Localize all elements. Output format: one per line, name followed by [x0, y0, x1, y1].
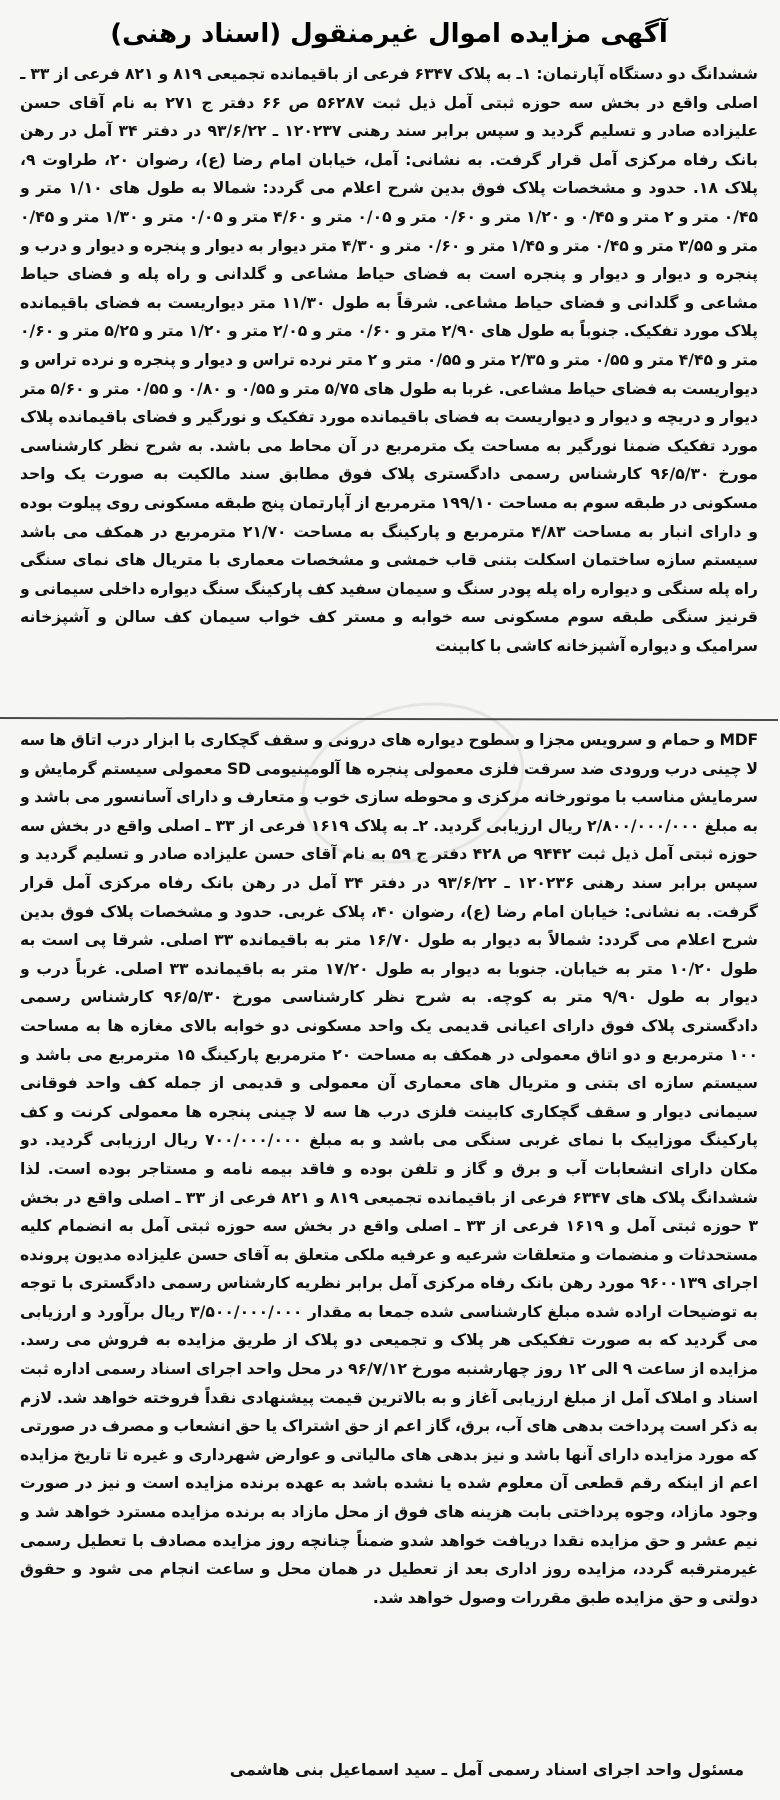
- signature-line: مسئول واحد اجرای اسناد رسمی آمل ـ سید اسماعیل بنی هاشمی: [229, 1760, 744, 1779]
- notice-body-part2: MDF و حمام و سرویس مجزا و سطوح دیواره های درونی و سقف گچکاری با ابزار درب اتاق ها سه لا چینی درب ورودی ضد سرقت فلزی معمولی پنجره ها آلومینیومی SD معمولی سیستم گرمایش و سرمایش مناسب با موتورخانه مرکزی و محوطه سازی خوب و متعارف و دارای آسانسور می باشد و به مبلغ ۲/۸۰۰/۰۰۰/۰۰۰ ریال ارزیابی گردید. ۲ـ به پلاک ۱۶۱۹ فرعی از ۳۳ ـ اصلی واقع در بخش سه حوزه ثبتی آمل ذیل ثبت ۹۴۴۲ ص ۴۲۸ دفتر ج ۵۹ به نام آقای حسن علیزاده صادر و تسلیم گردید و سپس برابر سند رهنی ۱۲۰۲۳۶ ـ ۹۳/۶/۲۲ در دفتر ۳۴ آمل در رهن بانک رفاه مرکزی آمل قرار گرفت. به نشانی: خیابان امام رضا (ع)، رضوان ۴۰، پلاک غربی. حدود و مشخصات پلاک فوق بدین شرح اعلام می گردد: شمالاً به دیوار به طول ۱۶/۷۰ متر به باقیمانده ۳۳ اصلی. شرقا پی است به طول ۱۰/۲۰ متر به خیابان. جنوبا به دیوار به طول ۱۷/۲۰ متر به باقیمانده ۳۳ اصلی. غرباً درب و دیوار به طول ۹/۹۰ متر به کوچه. به شرح نظر کارشناسی مورخ ۹۶/۵/۳۰ کارشناس رسمی دادگستری پلاک فوق دارای اعیانی قدیمی یک واحد مسکونی دو خوابه بالای مغازه ها به مساحت ۱۰۰ مترمربع و دو اتاق معمولی در همکف به مساحت ۲۰ مترمربع پارکینگ ۱۵ مترمربع می باشد و سیستم سازه ای بتنی و متریال های معماری آن معمولی و قدیمی از جمله کف واحد فوقانی سیمانی دیوار و سقف گچکاری کابینت فلزی درب ها سه لا چینی پنجره ها معمولی کرنت و کف پارکینگ موزاییک با نمای غربی سنگی می باشد و به مبلغ ۷۰۰/۰۰۰/۰۰۰ ریال ارزیابی گردید. دو مکان دارای انشعابات آب و برق و گاز و تلفن بوده و فاقد بیمه نامه و مستاجر بوده است. لذا ششدانگ پلاک های ۶۳۴۷ فرعی از باقیمانده تجمیعی ۸۱۹ و ۸۲۱ فرعی از ۳۳ ـ اصلی واقع در بخش ۳ حوزه ثبتی آمل و ۱۶۱۹ فرعی از ۳۳ ـ اصلی واقع در بخش سه حوزه ثبتی آمل به انضمام کلیه مستحدثات و منضمات و متعلقات شرعیه و عرفیه ملکی متعلق به آقای حسن علیزاده مدیون پرونده اجرای ۹۶۰۰۱۳۹ مورد رهن بانک رفاه مرکزی آمل برابر نظریه کارشناس رسمی دادگستری با توجه به توضیحات اراده شده مبلغ کارشناسی شده جمعا به مقدار ۳/۵۰۰/۰۰۰/۰۰۰ ریال برآورد و ارزیابی می گردید که به صورت تفکیکی هر پلاک و تجمیعی دو پلاک از طریق مزایده به فروش می رسد. مزایده از ساعت ۹ الی ۱۲ روز چهارشنبه مورخ ۹۶/۷/۱۲ در محل واحد اجرای اسناد رسمی اداره ثبت اسناد و املاک آمل از مبلغ ارزیابی آغاز و به بالاترین قیمت پیشنهادی نقداً فروخته خواهد شد. لازم به ذکر است پرداخت بدهی های آب، برق، گاز اعم از حق اشتراک یا حق انشعاب و مصرف در صورتی که مورد مزایده دارای آنها باشد و نیز بدهی های مالیاتی و عوارض شهرداری و غیره تا تاریخ مزایده اعم از اینکه رقم قطعی آن معلوم شده یا نشده باشد به عهده برنده مزایده است و نیز در صورت وجود مازاد، وجوه پرداختی بابت هزینه های فوق از محل مازاد به برنده مزایده مسترد خواهد شد و نیم عشر و حق مزایده نقدا دریافت خواهد شدو ضمناً چنانچه روز مزایده مصادف با تعطیل رسمی غیرمترقبه گردد، مزایده روز اداری بعد از تعطیل در همان محل و ساعت انجام می شود و حقوق دولتی و حق مزایده طبق مقررات وصول خواهد شد.: [20, 731, 758, 1607]
- notice-body-part1: ششدانگ دو دستگاه آپارتمان: ۱ـ به پلاک ۶۳۴۷ فرعی از باقیمانده تجمیعی ۸۱۹ و ۸۲۱ فرعی از ۳۳ ـ اصلی واقع در بخش سه حوزه ثبتی آمل ذیل ثبت ۵۶۲۸۷ ص ۶۶ دفتر ج ۲۷۱ به نام آقای حسن علیزاده صادر و تسلیم گردید و سپس برابر سند رهنی ۱۲۰۲۳۷ ـ ۹۳/۶/۲۲ در دفتر ۳۴ آمل در رهن بانک رفاه مرکزی آمل قرار گرفت. به نشانی: آمل، خیابان امام رضا (ع)، رضوان ۲۰، طراوت ۹، پلاک ۱۸. حدود و مشخصات پلاک فوق بدین شرح اعلام می گردد: شمالا به طول های ۱/۱۰ متر و ۰/۴۵ متر و ۲ متر و ۰/۴۵ و ۱/۲۰ متر و ۰/۶۰ متر و ۰/۰۵ متر و ۴/۶۰ متر و ۰/۰۵ متر و ۱/۳۰ متر و ۰/۴۵ متر و ۳/۵۵ متر و ۰/۴۵ متر و ۱/۴۵ متر و ۰/۶۰ متر و ۴/۳۰ متر دیوار به دیوار و پنجره و دیوار و درب و پنجره و دیوار و دیوار و پنجره است به فضای حیاط مشاعی و گلدانی و راه پله و فضای حیاط مشاعی و گلدانی و فضای حیاط مشاعی. شرقاً به طول ۱۱/۳۰ متر دیواریست به فضای باقیمانده پلاک مورد تفکیک. جنوباً به طول های ۲/۹۰ متر و ۰/۶۰ متر و ۲/۰۵ متر و ۱/۲۰ متر و ۵/۲۵ متر و ۰/۶۰ متر و ۴/۴۵ متر و ۰/۵۵ متر و ۲/۳۵ متر و ۰/۵۵ متر و ۲ متر نرده تراس و دیوار و پنجره و نرده تراس و دیواریست به فضای حیاط مشاعی. غربا به طول های ۵/۷۵ متر و ۰/۵۵ و ۰/۸۰ و ۰/۵۵ متر و ۵/۶۰ متر دیوار و دریچه و دیوار و دیواریست به فضای باقیمانده مورد تفکیک و نورگیر و فضای باقیمانده پلاک مورد تفکیک ضمنا نورگیر به مساحت یک مترمربع در آن محاط می باشد. به شرح نظر کارشناسی مورخ ۹۶/۵/۳۰ کارشناس رسمی دادگستری پلاک فوق مطابق سند مالکیت به صورت یک واحد مسکونی در طبقه سوم به مساحت ۱۹۹/۱۰ مترمربع از آپارتمان پنج طبقه مسکونی روی پیلوت بوده و دارای انبار به مساحت ۴/۸۳ مترمربع و پارکینگ به مساحت ۲۱/۷۰ مترمربع در همکف می باشد سیستم سازه ساختمان اسکلت بتنی قاب خمشی و مشخصات معماری با متریال های نمای سنگی راه پله سنگی و دیواره راه پله پودر سنگ و سیمان سفید کف پارکینگ سنگ دیواره داخلی سیمانی و قرنیز سنگی طبقه سوم مسکونی سه خوابه و مستر کف خواب سیمان کف سالن و آشپزخانه سرامیک و دیواره آشپزخانه کاشی با کابینت: [20, 65, 758, 655]
- fold-divider: [0, 717, 778, 721]
- notice-title: آگهی مزایده اموال غیرمنقول (اسناد رهنی): [110, 19, 668, 49]
